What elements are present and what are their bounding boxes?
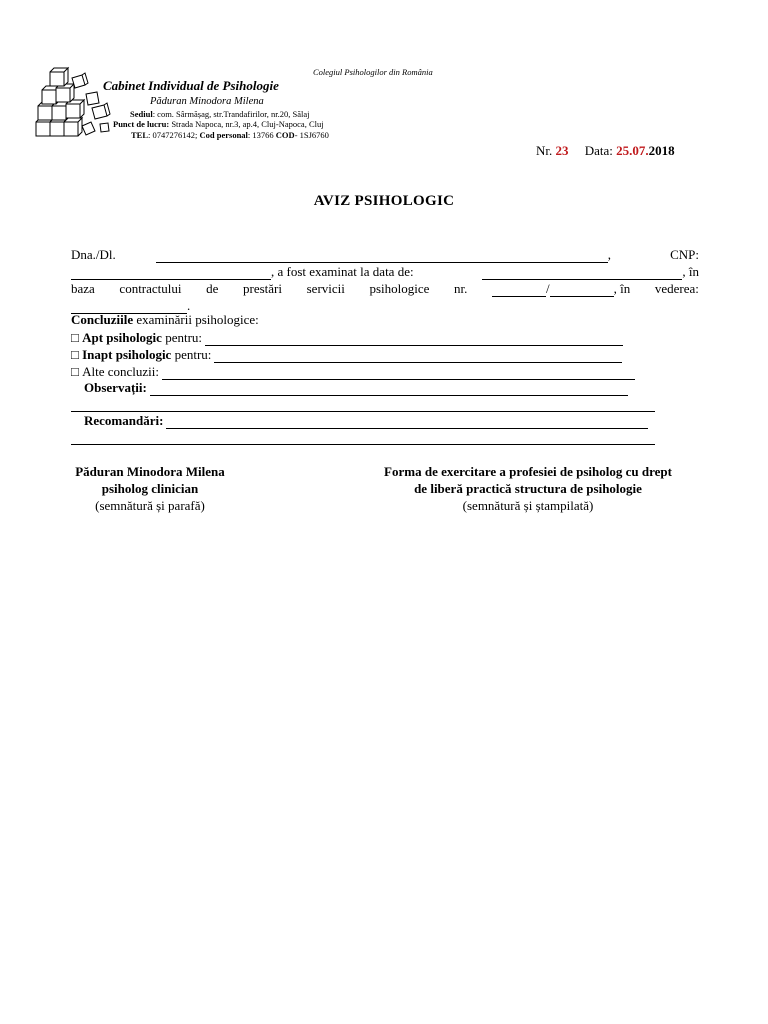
alte-field[interactable] bbox=[162, 367, 635, 380]
cnp-field[interactable] bbox=[71, 267, 271, 280]
contract-date-field[interactable] bbox=[550, 284, 614, 297]
alte-checkbox[interactable]: □ bbox=[71, 364, 79, 379]
psychologist-signature bbox=[58, 463, 242, 514]
psychologist-role: psiholog clinician bbox=[101, 481, 199, 496]
apt-checkbox[interactable]: □ bbox=[71, 330, 79, 345]
contract-nr-field[interactable] bbox=[492, 284, 546, 297]
punct-lucru-line bbox=[113, 119, 324, 129]
examinat-text: , a fost examinat la data de: bbox=[271, 264, 414, 279]
data-year: 2018 bbox=[648, 143, 675, 158]
cod-personal-value: : 13766 bbox=[247, 130, 276, 140]
psychologist-sign-note: (semnătură și parafă) bbox=[95, 498, 205, 513]
concluziile-bold: Concluziile bbox=[71, 312, 134, 327]
cubes-logo bbox=[34, 64, 118, 144]
tel-value: : 0747276142; bbox=[148, 130, 200, 140]
tel-label: TEL bbox=[131, 130, 149, 140]
cod-label: COD bbox=[275, 130, 295, 140]
concluziile-rest: examinării psihologice: bbox=[133, 312, 259, 327]
punct-value: Strada Napoca, nr.3, ap.4, Cluj-Napoca, Cluj bbox=[169, 119, 324, 129]
recomandari-label: Recomandări: bbox=[84, 413, 164, 428]
sediu-line bbox=[130, 109, 310, 119]
data-label: Data: bbox=[584, 143, 613, 158]
apt-label: Apt psihologic bbox=[82, 330, 162, 345]
in-text: , în bbox=[682, 264, 699, 279]
number-date-line bbox=[536, 143, 675, 159]
period: . bbox=[187, 298, 191, 313]
apt-field[interactable] bbox=[205, 333, 623, 346]
practice-signature bbox=[346, 463, 710, 514]
apt-row bbox=[71, 330, 623, 346]
inapt-row bbox=[71, 347, 622, 363]
comma-in: , în bbox=[613, 281, 631, 296]
punct-label: Punct de lucru: bbox=[113, 119, 170, 129]
document-title: AVIZ PSIHOLOGIC bbox=[313, 193, 455, 209]
exam-date-field[interactable] bbox=[482, 267, 682, 280]
owner-name: Păduran Minodora Milena bbox=[150, 96, 264, 107]
practice-form-line1: Forma de exercitare a profesiei de psiholog cu drept bbox=[384, 464, 672, 479]
alte-label: Alte concluzii: bbox=[82, 364, 159, 379]
name-field[interactable] bbox=[156, 250, 608, 263]
patient-block bbox=[71, 246, 699, 314]
word: psihologice bbox=[369, 281, 430, 296]
apt-rest: pentru: bbox=[161, 330, 203, 345]
inapt-field[interactable] bbox=[214, 350, 622, 363]
psychologist-name: Păduran Minodora Milena bbox=[75, 464, 225, 479]
observatii-line-2[interactable] bbox=[71, 411, 655, 412]
concluziile-heading bbox=[71, 312, 259, 328]
contact-line bbox=[131, 130, 329, 140]
inapt-rest: pentru: bbox=[171, 347, 212, 362]
data-day-month: 25.07. bbox=[616, 143, 649, 158]
word: contractului bbox=[119, 281, 182, 296]
vederea-label: vederea: bbox=[654, 281, 699, 296]
sediu-value: : com. Sârmășag, str.Trandafirilor, nr.20, Sălaj bbox=[152, 109, 310, 119]
college-name: Colegiul Psihologilor din România bbox=[313, 67, 433, 77]
inapt-label: Inapt psihologic bbox=[82, 347, 172, 362]
observatii-row bbox=[84, 380, 628, 396]
practice-form-line2: de liberă practică structura de psihologie bbox=[414, 481, 642, 496]
word: de bbox=[206, 281, 219, 296]
alte-row bbox=[71, 364, 635, 380]
recomandari-row bbox=[84, 413, 648, 429]
practice-sign-note: (semnătură și ștampilată) bbox=[462, 498, 594, 513]
cod-personal-label: Cod personal bbox=[199, 130, 248, 140]
line-contract bbox=[71, 280, 699, 297]
observatii-label: Observații: bbox=[84, 380, 147, 395]
cod-value: - 1SJ6760 bbox=[294, 130, 329, 140]
word: nr. bbox=[454, 281, 468, 296]
line-examinat bbox=[71, 263, 699, 280]
word: baza bbox=[71, 281, 95, 296]
nr-value: 23 bbox=[555, 143, 569, 158]
recomandari-line-2[interactable] bbox=[71, 444, 655, 445]
dna-label: Dna./Dl. bbox=[71, 247, 116, 262]
observatii-field[interactable] bbox=[150, 383, 628, 396]
line-dna: Dna./Dl. , CNP: bbox=[71, 247, 699, 262]
slash: / bbox=[546, 281, 550, 296]
sediu-label: Sediul bbox=[130, 109, 153, 119]
word: prestări bbox=[243, 281, 282, 296]
nr-label: Nr. bbox=[536, 143, 553, 158]
inapt-checkbox[interactable]: □ bbox=[71, 347, 79, 362]
cabinet-title: Cabinet Individual de Psihologie bbox=[103, 78, 279, 93]
word: servicii bbox=[306, 281, 345, 296]
cnp-label: CNP: bbox=[670, 247, 699, 262]
recomandari-field[interactable] bbox=[166, 416, 648, 429]
